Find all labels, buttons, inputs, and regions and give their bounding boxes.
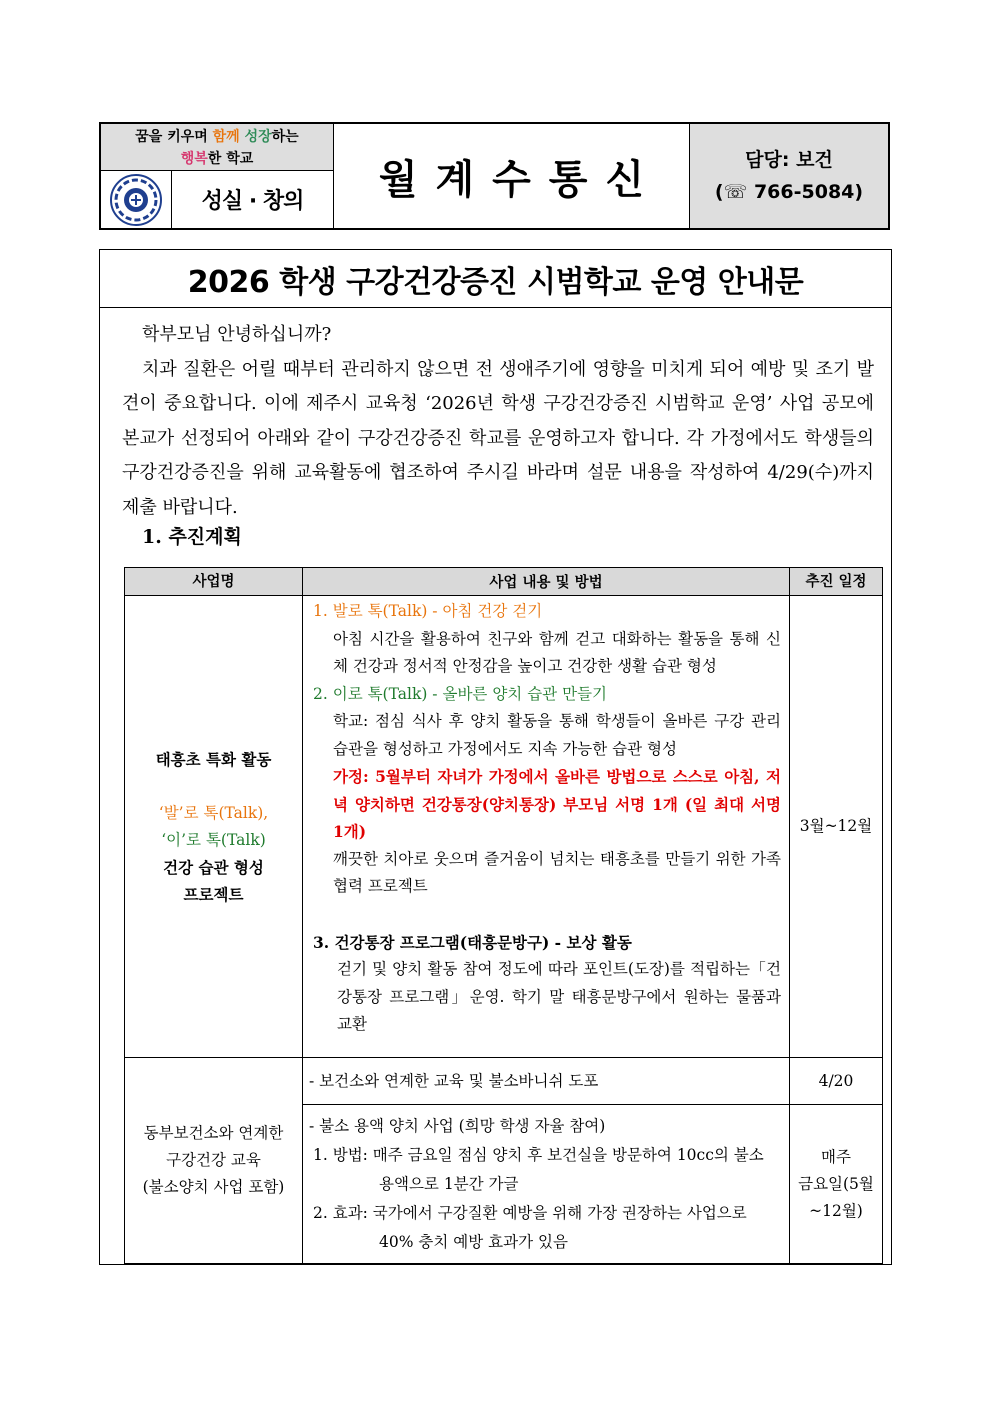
schedule-cell: 3월~12월 [790, 596, 883, 1058]
schedule-cell: 매주 금요일(5월 ~12월) [790, 1105, 883, 1264]
program-name-cell: 동부보건소와 연계한 구강건강 교육 (불소양치 사업 포함) [125, 1058, 303, 1264]
program-name-cell: 태흥초 특화 활동 ‘발’로 톡(Talk), ‘이’로 톡(Talk) 건강 습관 형성 프로젝트 [125, 596, 303, 1058]
slogan-highlight-together: 함께 [212, 129, 240, 145]
newsletter-header [99, 122, 890, 230]
slogan-text: 꿈을 키우며 [135, 129, 213, 145]
contact-phone: (☏ 766-5084) [714, 181, 864, 203]
school-emblem-icon [101, 171, 172, 228]
greeting: 학부모님 안녕하십니까? [142, 324, 332, 345]
header-cell: 추진 일정 [790, 568, 883, 596]
item-highlight: 가정: 5월부터 자녀가 가정에서 올바른 방법으로 스스로 아침, 저녁 양치하면 건강통장(양치통장) 부모님 서명 1개 (일 최대 서명 1개) [333, 767, 781, 841]
plan-table [124, 567, 883, 1264]
newsletter-title: 월계수통신 [334, 124, 690, 228]
item-title: 3. 건강통장 프로그램(태흥문방구) - 보상 활동 [313, 932, 632, 952]
program-content-cell: - 불소 용액 양치 사업 (희망 학생 자율 참여) 1. 방법: 매주 금요일 점심 양치 후 보건실을 방문하여 10cc의 불소 용액으로 1분간 가글 2. 효과: 국가에서 구강질환 예방을 위해 가장 권장하는 사업으로 40% 충치 예방 효과가 있음 [303, 1105, 790, 1264]
section-title: 1. 추진계획 [142, 526, 242, 548]
contact-info [690, 124, 888, 228]
school-motto: 성실 · 창의 [201, 189, 304, 214]
slogan-highlight-growth: 성장 [244, 129, 272, 145]
item-title: 1. 발로 톡(Talk) - 아침 건강 걷기 [313, 602, 543, 620]
table-row [125, 596, 883, 1058]
program-content-cell: - 보건소와 연계한 교육 및 불소바니쉬 도포 [303, 1058, 790, 1105]
header-cell: 사업명 [125, 568, 303, 596]
header-cell: 사업 내용 및 방법 [303, 568, 790, 596]
slogan-highlight-happy: 행복 [180, 151, 208, 167]
intro-paragraph: 치과 질환은 어릴 때부터 관리하지 않으면 전 생애주기에 영향을 미치게 되어 예방 및 조기 발견이 중요합니다. 이에 제주시 교육청 ‘2026년 학생 구강건강증진 시범학교 운영’ 사업 공모에 본교가 선정되어 아래와 같이 구강건강증진 학교를 운영하고자 합니다. 각 가정에서도 학생들의 구강건강증진을 위해 교육활동에 협조하여 주시길 바라며 설문 내용을 작성하여 4/29(수)까지 제출 바랍니다. [122, 358, 874, 518]
item-description: 걷기 및 양치 활동 참여 정도에 따라 포인트(도장)를 적립하는「건강통장 프로그램」운영. 학기 말 태흥문방구에서 원하는 물품과 교환 [337, 960, 781, 1033]
item-description: 학교: 점심 식사 후 양치 활동을 통해 학생들이 올바른 구강 관리 습관을 형성하고 가정에서도 지속 가능한 습관 형성 [333, 712, 781, 758]
table-row [125, 1058, 883, 1105]
document-title: 2026 학생 구강건강증진 시범학교 운영 안내문 [100, 250, 891, 308]
item-description: 아침 시간을 활용하여 친구와 함께 걷고 대화하는 활동을 통해 신체 건강과 정서적 안정감을 높이고 건강한 생활 습관 형성 [333, 629, 781, 675]
intro-text [122, 318, 874, 525]
school-slogan: 꿈을 키우며 함께 성장하는 행복한 학교 [101, 124, 333, 171]
item-description: 깨끗한 치아로 웃으며 즐거움이 넘치는 태흥초를 만들기 위한 가족 협력 프로젝트 [333, 849, 781, 895]
schedule-cell: 4/20 [790, 1058, 883, 1105]
table-header-row [125, 568, 883, 596]
notice-body [99, 249, 892, 1265]
school-identity [101, 124, 334, 228]
contact-department: 담당: 보건 [745, 149, 833, 171]
item-title: 2. 이로 톡(Talk) - 올바른 양치 습관 만들기 [313, 684, 607, 703]
program-content-cell [303, 596, 790, 1058]
